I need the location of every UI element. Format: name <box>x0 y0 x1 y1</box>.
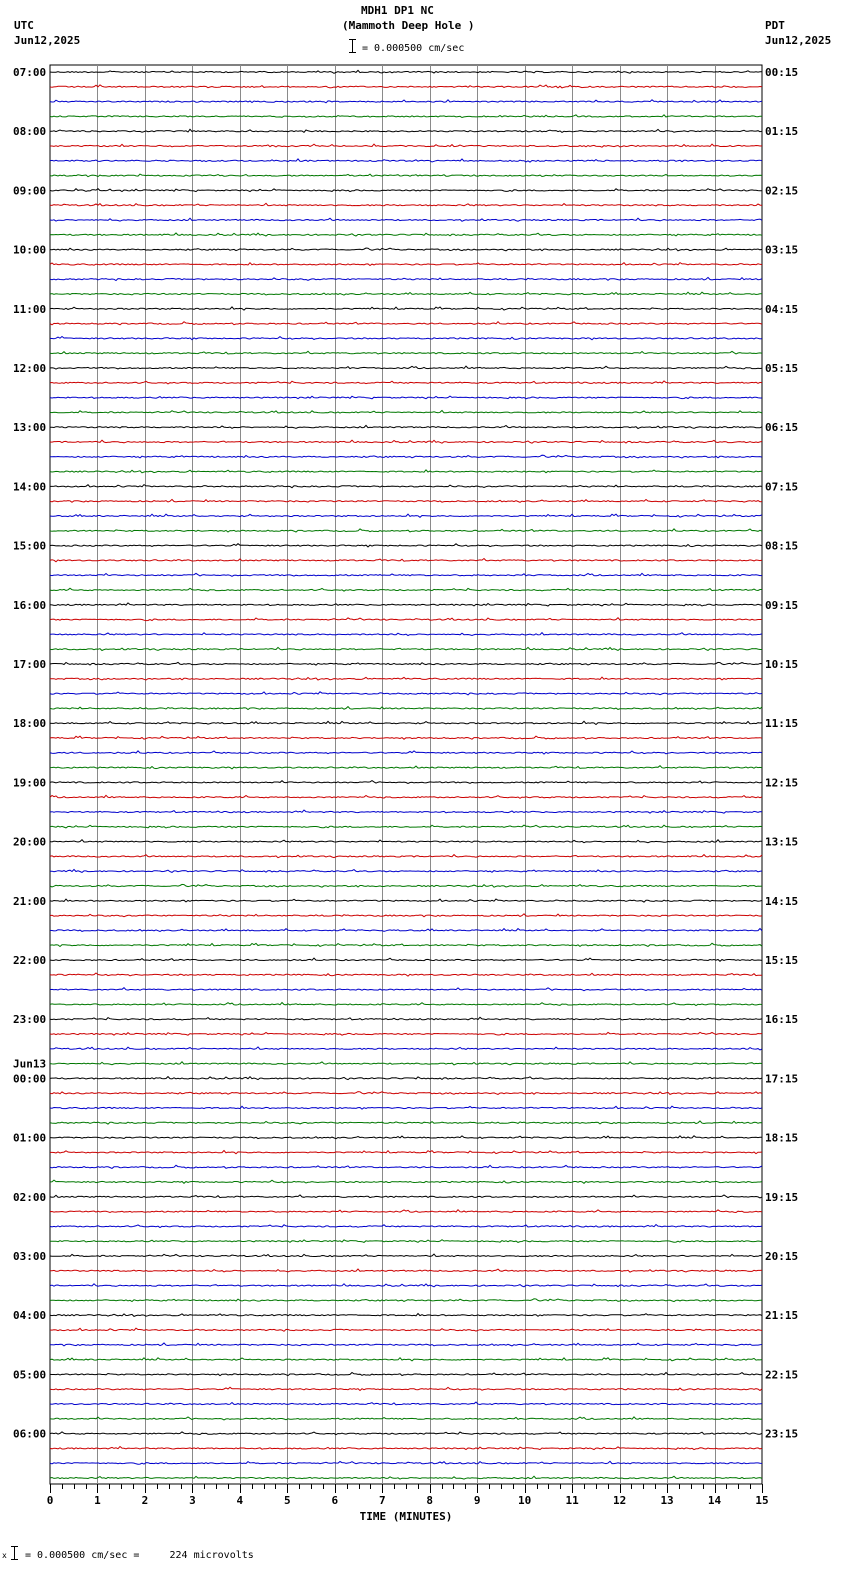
pdt-hour-label: 09:15 <box>765 598 799 612</box>
seismic-trace <box>50 292 762 295</box>
seismic-trace <box>50 1136 762 1139</box>
x-tick-label: 3 <box>189 1494 196 1507</box>
seismic-trace <box>50 810 762 813</box>
seismic-trace <box>50 1195 762 1198</box>
seismic-trace <box>50 662 762 665</box>
seismic-trace <box>50 70 762 73</box>
seismic-trace <box>50 766 762 769</box>
pdt-hour-label: 22:15 <box>765 1368 799 1382</box>
seismic-trace <box>50 218 762 221</box>
utc-hour-label: 07:00 <box>13 66 47 79</box>
seismic-trace <box>50 1269 762 1272</box>
seismic-trace <box>50 751 762 754</box>
seismic-trace <box>50 914 762 917</box>
pdt-hour-label: 03:15 <box>765 243 799 257</box>
x-tick-label: 9 <box>473 1494 481 1507</box>
date-change-label: Jun13 <box>13 1057 47 1071</box>
seismic-trace <box>50 1417 762 1420</box>
seismic-trace <box>50 692 762 695</box>
pdt-hour-label: 02:15 <box>765 184 799 198</box>
utc-hour-label: 03:00 <box>13 1250 47 1263</box>
seismic-trace <box>50 1284 762 1287</box>
seismic-trace <box>50 499 762 502</box>
utc-hour-label: 16:00 <box>13 598 47 612</box>
seismic-trace <box>50 618 762 621</box>
seismic-trace <box>50 248 762 251</box>
seismic-trace <box>50 1151 762 1154</box>
seismic-trace <box>50 100 762 103</box>
pdt-hour-label: 08:15 <box>765 539 799 553</box>
seismic-trace <box>50 233 762 236</box>
seismic-trace <box>50 677 762 680</box>
x-tick-label: 10 <box>518 1494 532 1507</box>
x-tick-label: 0 <box>46 1494 54 1507</box>
seismic-trace <box>50 1092 762 1095</box>
seismic-trace <box>50 411 762 414</box>
utc-hour-label: 23:00 <box>13 1013 47 1027</box>
seismic-trace <box>50 1328 762 1331</box>
seismic-trace <box>50 1077 762 1080</box>
station-title: MDH1 DP1 NC <box>361 4 434 17</box>
seismic-trace <box>50 870 762 873</box>
pdt-hour-label: 14:15 <box>765 894 799 908</box>
pdt-hour-label: 12:15 <box>765 776 799 790</box>
seismic-trace <box>50 840 762 843</box>
x-tick-label: 4 <box>236 1494 244 1507</box>
left-timezone: UTC <box>14 19 34 32</box>
seismic-trace <box>50 396 762 399</box>
utc-hour-label: 17:00 <box>13 658 47 671</box>
x-tick-label: 8 <box>426 1494 434 1507</box>
seismic-trace <box>50 440 762 443</box>
pdt-hour-label: 18:15 <box>765 1131 799 1145</box>
pdt-hour-label: 20:15 <box>765 1250 799 1263</box>
seismic-trace <box>50 929 762 932</box>
utc-hour-label: 20:00 <box>13 835 47 849</box>
pdt-hour-label: 10:15 <box>765 658 799 671</box>
utc-hour-label: 05:00 <box>13 1368 47 1382</box>
scale-text: = 0.000500 cm/sec <box>362 43 465 54</box>
seismic-trace <box>50 781 762 784</box>
utc-hour-label: 00:00 <box>13 1072 47 1086</box>
seismic-trace <box>50 322 762 325</box>
seismic-trace <box>50 307 762 310</box>
seismic-trace <box>50 1476 762 1479</box>
seismic-trace <box>50 1314 762 1317</box>
seismic-trace <box>50 337 762 340</box>
seismic-trace <box>50 514 762 517</box>
seismic-trace <box>50 1461 762 1464</box>
seismic-trace <box>50 588 762 591</box>
seismic-trace <box>50 263 762 266</box>
seismic-trace <box>50 707 762 710</box>
seismic-trace <box>50 855 762 858</box>
pdt-hour-label: 07:15 <box>765 480 799 494</box>
x-tick-label: 14 <box>707 1494 722 1507</box>
seismic-trace <box>50 647 762 650</box>
seismic-trace <box>50 795 762 798</box>
pdt-hour-label: 21:15 <box>765 1309 799 1323</box>
seismic-trace <box>50 115 762 118</box>
pdt-hour-label: 13:15 <box>765 835 799 849</box>
seismic-trace <box>50 174 762 177</box>
seismic-trace <box>50 159 762 162</box>
seismic-trace <box>50 825 762 828</box>
seismic-trace <box>50 1299 762 1302</box>
seismic-trace <box>50 1358 762 1361</box>
seismic-trace <box>50 203 762 206</box>
x-tick-label: 1 <box>94 1494 101 1507</box>
seismic-trace <box>50 1225 762 1228</box>
pdt-hour-label: 19:15 <box>765 1190 799 1204</box>
pdt-hour-label: 05:15 <box>765 362 799 375</box>
seismic-trace <box>50 1240 762 1243</box>
utc-hour-label: 14:00 <box>13 480 47 494</box>
x-tick-label: 5 <box>284 1494 291 1507</box>
footer-scale-text: = 0.000500 cm/sec = 224 microvolts <box>25 1550 254 1561</box>
seismic-trace <box>50 485 762 488</box>
seismic-trace <box>50 277 762 280</box>
seismic-trace <box>50 455 762 458</box>
utc-hour-label: 08:00 <box>13 125 47 139</box>
right-date: Jun12,2025 <box>765 34 832 47</box>
seismic-trace <box>50 1180 762 1183</box>
pdt-hour-label: 23:15 <box>765 1427 799 1441</box>
x-axis-label: TIME (MINUTES) <box>359 1510 453 1523</box>
seismic-trace <box>50 425 762 428</box>
pdt-hour-label: 11:15 <box>765 717 799 731</box>
utc-hour-label: 12:00 <box>13 362 47 375</box>
pdt-hour-label: 04:15 <box>765 302 799 316</box>
seismic-trace <box>50 958 762 961</box>
pdt-hour-label: 16:15 <box>765 1013 799 1027</box>
right-timezone: PDT <box>765 19 785 32</box>
footer-scale-prefix: x <box>2 1551 7 1560</box>
utc-hour-label: 09:00 <box>13 184 47 198</box>
seismic-trace <box>50 85 762 88</box>
seismic-trace <box>50 1062 762 1065</box>
seismic-trace <box>50 144 762 147</box>
seismic-trace <box>50 1210 762 1213</box>
utc-hour-label: 04:00 <box>13 1309 47 1323</box>
pdt-hour-label: 15:15 <box>765 954 799 967</box>
seismic-trace <box>50 189 762 192</box>
seismic-trace <box>50 559 762 562</box>
x-tick-label: 2 <box>141 1494 149 1507</box>
seismic-trace <box>50 721 762 724</box>
utc-hour-label: 21:00 <box>13 894 47 908</box>
seismic-trace <box>50 736 762 739</box>
pdt-hour-label: 00:15 <box>765 66 799 79</box>
utc-hour-label: 02:00 <box>13 1190 47 1204</box>
left-date: Jun12,2025 <box>14 34 81 47</box>
seismic-trace <box>50 1402 762 1405</box>
seismic-trace <box>50 129 762 132</box>
seismic-trace <box>50 1387 762 1390</box>
seismic-trace <box>50 899 762 902</box>
seismic-trace <box>50 1121 762 1124</box>
utc-hour-label: 22:00 <box>13 954 47 967</box>
utc-hour-label: 11:00 <box>13 302 47 316</box>
x-tick-label: 13 <box>660 1494 674 1507</box>
seismic-trace <box>50 351 762 354</box>
x-tick-label: 11 <box>565 1494 579 1507</box>
x-tick-label: 12 <box>612 1494 627 1507</box>
utc-hour-label: 10:00 <box>13 243 47 257</box>
seismic-trace <box>50 1373 762 1376</box>
utc-hour-label: 06:00 <box>13 1427 47 1441</box>
seismic-trace <box>50 366 762 369</box>
seismic-trace <box>50 1106 762 1109</box>
seismic-trace <box>50 1343 762 1346</box>
pdt-hour-label: 17:15 <box>765 1072 799 1086</box>
seismic-trace <box>50 884 762 887</box>
utc-hour-label: 18:00 <box>13 717 47 731</box>
seismic-trace <box>50 1447 762 1450</box>
seismic-trace <box>50 1032 762 1035</box>
footer-scale-bar-icon <box>11 1546 18 1560</box>
seismic-trace <box>50 988 762 991</box>
x-tick-label: 7 <box>378 1494 386 1507</box>
seismic-trace <box>50 470 762 473</box>
seismic-trace <box>50 1003 762 1006</box>
seismic-trace <box>50 633 762 636</box>
x-tick-label: 6 <box>331 1494 339 1507</box>
pdt-hour-label: 06:15 <box>765 421 799 435</box>
seismic-trace <box>50 1017 762 1020</box>
utc-hour-label: 15:00 <box>13 539 47 553</box>
seismic-trace <box>50 529 762 532</box>
site-title: (Mammoth Deep Hole ) <box>342 19 475 32</box>
seismic-trace <box>50 1047 762 1050</box>
seismic-trace <box>50 973 762 976</box>
seismic-trace <box>50 603 762 606</box>
seismic-trace <box>50 381 762 384</box>
seismic-trace <box>50 1254 762 1257</box>
utc-hour-label: 13:00 <box>13 421 47 435</box>
pdt-hour-label: 01:15 <box>765 125 799 139</box>
seismic-trace <box>50 943 762 946</box>
utc-hour-label: 19:00 <box>13 776 47 790</box>
seismic-trace <box>50 1165 762 1168</box>
utc-hour-label: 01:00 <box>13 1131 47 1145</box>
seismic-trace <box>50 1432 762 1435</box>
seismic-trace <box>50 544 762 547</box>
x-tick-label: 15 <box>755 1494 769 1507</box>
seismic-trace <box>50 573 762 576</box>
